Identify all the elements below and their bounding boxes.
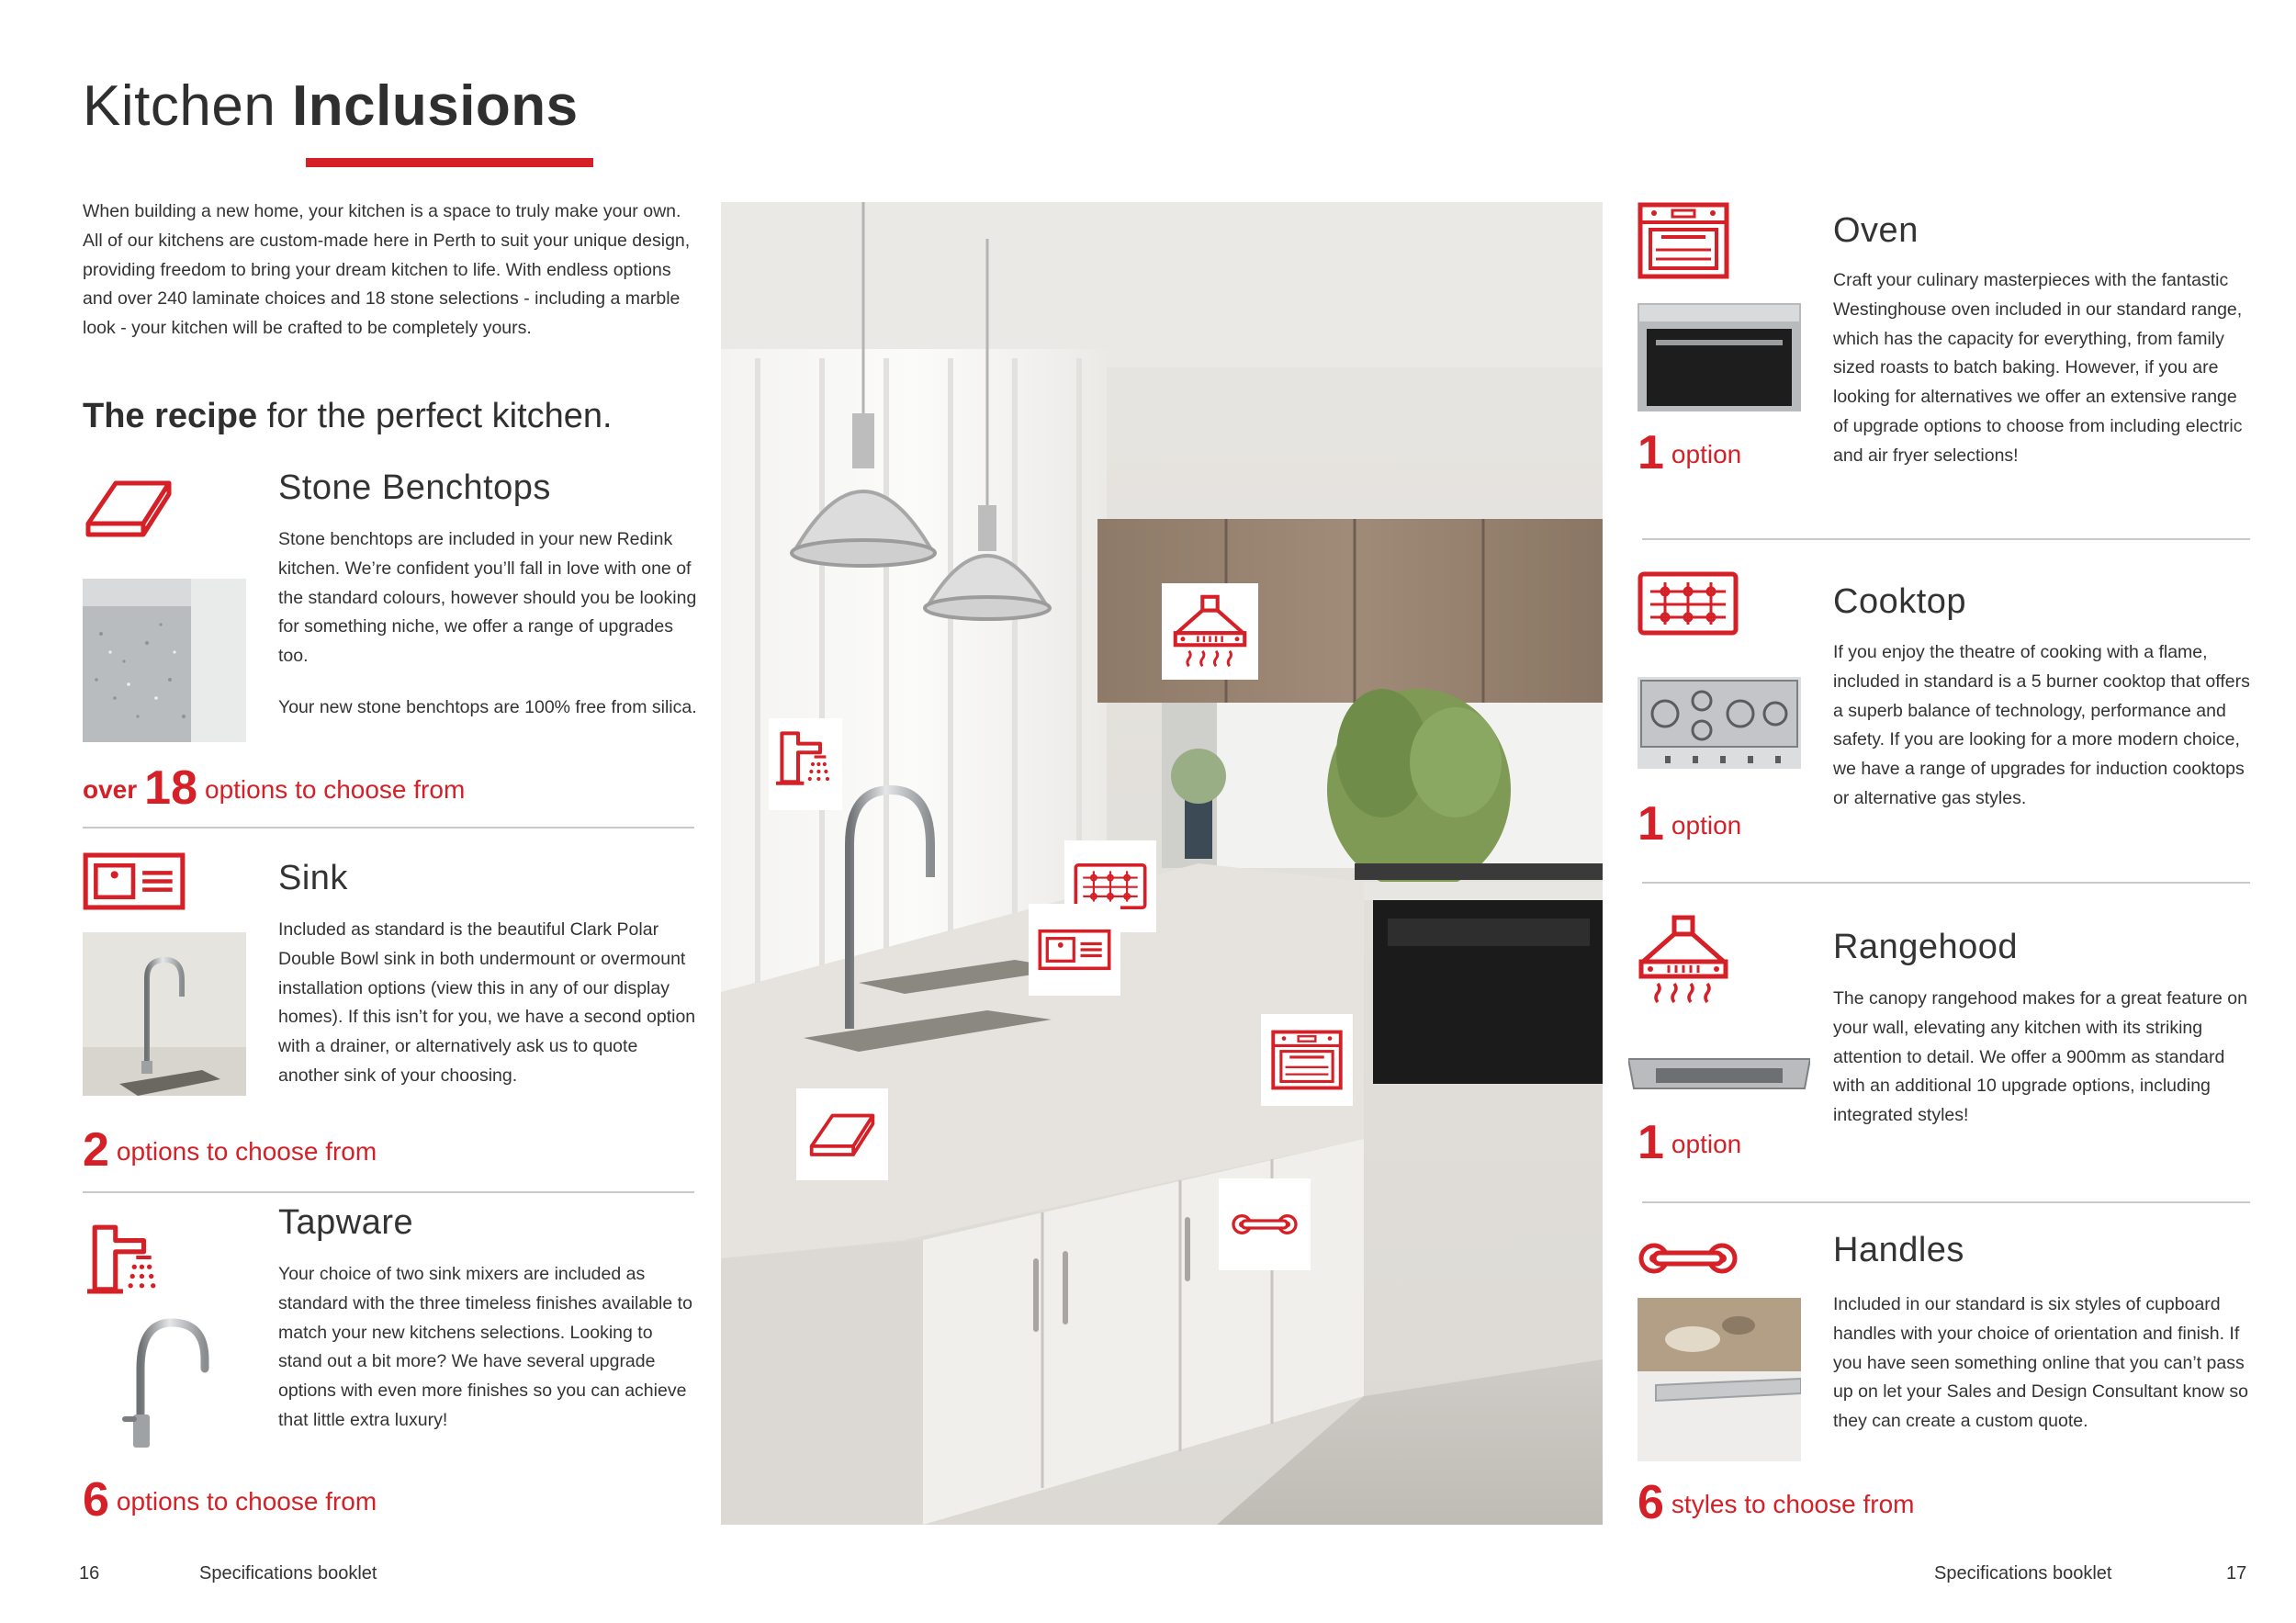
oven-photo [1638,303,1801,411]
recipe-rest: for the perfect kitchen. [266,397,613,435]
handles-photo [1638,1298,1801,1461]
rangehood-photo [1628,1052,1810,1094]
page-title [83,73,579,139]
handles-opt-text: styles to choose from [1671,1490,1915,1518]
intro-paragraph: When building a new home, your kitchen is a space to truly make your own. All of our kitchens are custom-made here in Perth to suit your unique design, providing freedom to bring your dream kitchen to life. With endless options and over 240 laminate choices and 18 stone selections - including a marble look - your kitchen will be crafted to be completely yours. [83,201,691,339]
hotspot-benchtop[interactable] [796,1088,888,1180]
benchtop-photo [83,579,246,742]
stone-options [83,761,465,816]
oven-opt-text: option [1671,440,1742,468]
hotspot-oven[interactable] [1261,1014,1353,1106]
oven-opt-num: 1 [1638,426,1664,479]
oven-options [1638,425,1741,480]
page-title-light: Kitchen [83,74,276,138]
hotspot-handles[interactable] [1219,1178,1311,1270]
hotspot-tap[interactable] [769,718,842,810]
divider [83,1191,694,1193]
divider [83,827,694,828]
stone-opt-num: 18 [144,761,197,815]
rangehood-opt-text: option [1671,1130,1742,1158]
stone-text: Stone benchtops are included in your new Redink kitchen. We’re confident you’ll fall in love with one of the standard colours, however should you be looking for something niche, we offer a range of upgrades too. [278,529,697,667]
footer-label-right: Specifications booklet [1934,1563,2112,1584]
benchtop-icon [83,476,174,540]
tap-photo [115,1313,225,1451]
sink-opt-text: options to choose from [116,1137,377,1166]
oven-icon [1638,202,1729,279]
hotspot-sink[interactable] [1029,904,1120,996]
handle-icon [1638,1240,1739,1277]
handles-title: Handles [1833,1231,1964,1269]
stone-title: Stone Benchtops [278,468,551,507]
cooktop-icon [1638,571,1739,636]
cooktop-opt-num: 1 [1638,797,1664,851]
divider [1642,1201,2250,1203]
cooktop-title: Cooktop [1833,582,1967,621]
cooktop-text: If you enjoy the theatre of cooking with a flame, included in standard is a 5 burner cooktop that offers a superb balance of technology, performance and safety. If you are looking for a more modern choice, we have a range of upgrades for induction cooktops or alternative gas styles. [1833,642,2250,808]
handles-text: Included in our standard is six styles of cupboard handles with your choice of orientation and finish. If you have seen something online that you can’t pass up on let your Sales and Design Consultant know so they can create a custom quote. [1833,1294,2249,1432]
rangehood-options [1638,1115,1741,1170]
divider [1642,882,2250,884]
sink-options [83,1122,377,1178]
tapware-opt-num: 6 [83,1473,109,1527]
oven-title: Oven [1833,211,1919,250]
tap-icon [87,1220,163,1295]
handles-opt-num: 6 [1638,1476,1664,1529]
cooktop-photo [1638,677,1801,769]
sink-text: Included as standard is the beautiful Clark Polar Double Bowl sink in both undermount or overmount installation options (view this in any of our display homes). If this isn’t for you, we have a second option with a drainer, or alternatively ask us to quote another sink of your choosing. [278,919,696,1086]
rangehood-text: The canopy rangehood makes for a great feature on your wall, elevating any kitchen with its striking attention to detail. We offer a 900mm as standard with an additional 10 upgrade options, including integrated styles! [1833,988,2247,1126]
page-title-bold: Inclusions [292,74,579,138]
tapware-text: Your choice of two sink mixers are included as standard with the three timeless finishes available to match your new kitchens selections. Looking to stand out a bit more? We have several upgrade options with even more finishes so you can achieve that little extra luxury! [278,1264,692,1430]
tapware-options [83,1472,377,1527]
stone-opt-prefix: over [83,775,138,804]
oven-text: Craft your culinary masterpieces with the fantastic Westinghouse oven included in our standard range, which has the capacity for everything, from family sized roasts to batch baking. However, if you are looking for alternatives we offer an extensive range of upgrade options to choose from including electric and air fryer selections! [1833,270,2243,466]
cooktop-opt-text: option [1671,811,1742,840]
footer-label-left: Specifications booklet [199,1563,377,1584]
tapware-title: Tapware [278,1203,414,1242]
hotspot-rangehood[interactable] [1162,583,1258,680]
page-number-right: 17 [2226,1563,2247,1584]
tapware-opt-text: options to choose from [116,1487,377,1516]
divider [1642,538,2250,540]
stone-opt-text: options to choose from [205,775,466,804]
kitchen-photo [721,202,1603,1525]
handles-options [1638,1475,1914,1530]
cooktop-options [1638,796,1741,851]
rangehood-opt-num: 1 [1638,1116,1664,1169]
sink-photo [83,932,246,1096]
page-number-left: 16 [79,1563,100,1584]
recipe-heading [83,397,613,436]
rangehood-icon [1638,914,1729,1006]
sink-icon [83,852,186,910]
title-underline [306,158,593,167]
sink-title: Sink [278,859,348,897]
stone-silica-text: Your new stone benchtops are 100% free from silica. [278,697,697,717]
rangehood-title: Rangehood [1833,928,2019,966]
sink-opt-num: 2 [83,1123,109,1177]
recipe-bold: The recipe [83,397,258,435]
